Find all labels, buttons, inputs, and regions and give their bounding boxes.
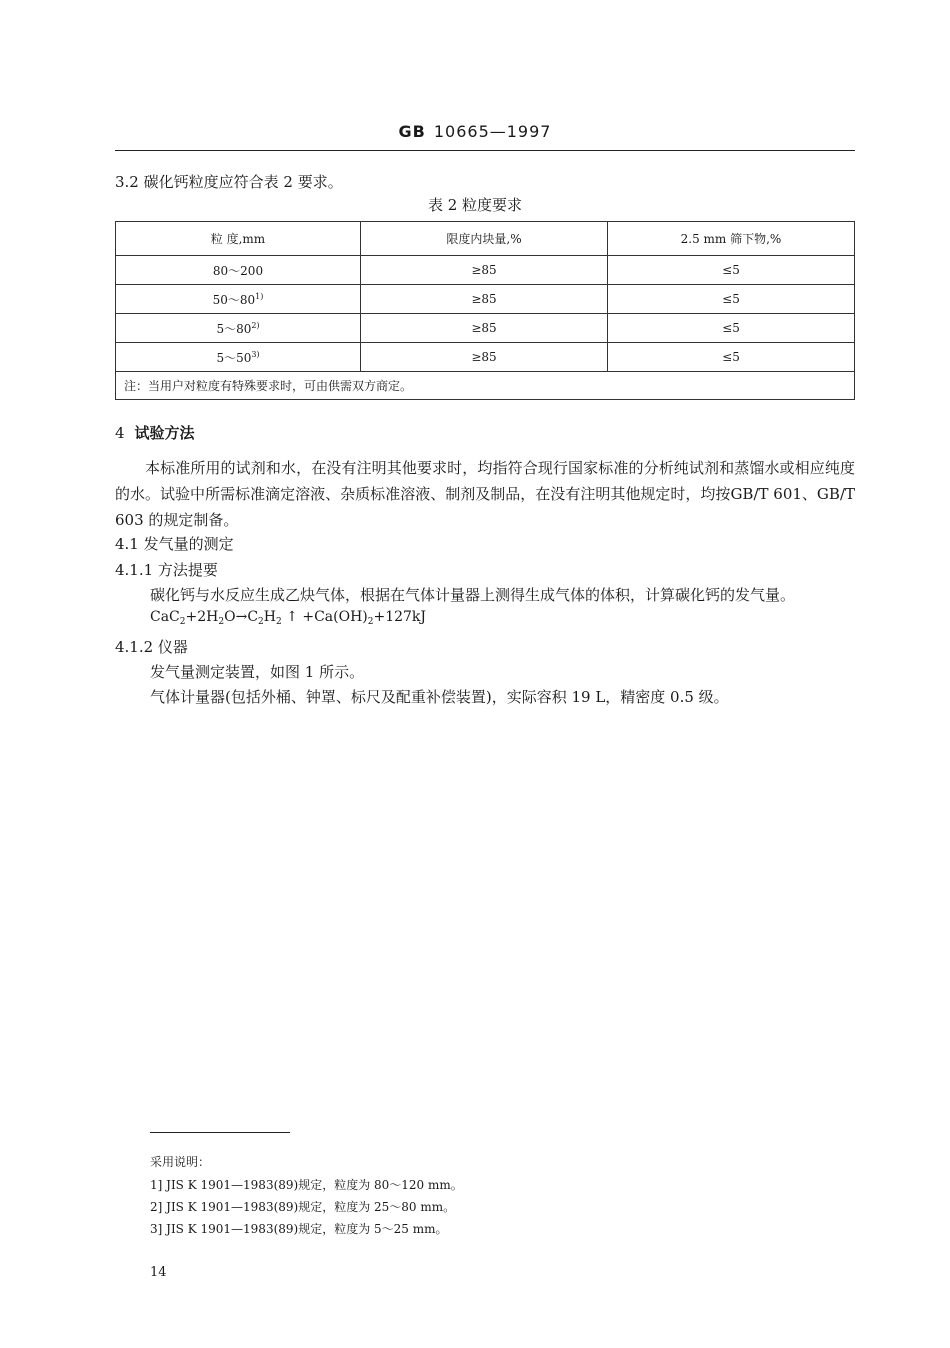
size-value: 50～80 (212, 292, 256, 307)
cell-within: ≥85 (361, 285, 608, 314)
size-value: 5～50 (216, 350, 252, 365)
size-value: 80～200 (212, 263, 264, 278)
apparatus-line-2: 气体计量器(包括外桶、钟罩、标尺及配重补偿装置)，实际容积 19 L，精密度 0.5 级。 (150, 688, 729, 706)
eq-part: +2H (185, 609, 219, 625)
cell-size (116, 285, 361, 314)
cell-size (116, 314, 361, 343)
cell-under: ≤5 (608, 256, 855, 285)
eq-subscript: 2 (258, 617, 264, 627)
section-3-2: 3.2 碳化钙粒度应符合表 2 要求。 (115, 173, 343, 191)
eq-subscript: 2 (275, 617, 282, 627)
section-4-title: 试验方法 (134, 424, 195, 442)
eq-part: H (263, 609, 276, 625)
method-summary: 碳化钙与水反应生成乙炔气体，根据在气体计量器上测得生成气体的体积，计算碳化钙的发气量。 (150, 586, 796, 604)
cell-within: ≥85 (361, 343, 608, 372)
col-header-size: 粒 度,mm (116, 222, 361, 256)
table-row (116, 343, 855, 372)
reaction-equation (150, 609, 426, 627)
table-row (116, 285, 855, 314)
table-header-row (116, 222, 855, 256)
eq-subscript: 2 (367, 617, 374, 627)
header-rule (115, 150, 855, 151)
footnote-item: 1] JIS K 1901—1983(89)规定，粒度为 80～120 mm。 (150, 1178, 463, 1192)
table-row (116, 256, 855, 285)
table-caption: 表 2 粒度要求 (427, 196, 523, 214)
footnote-item: 3] JIS K 1901—1983(89)规定，粒度为 5～25 mm。 (150, 1222, 448, 1236)
cell-size (116, 256, 361, 285)
cell-within: ≥85 (361, 314, 608, 343)
eq-part: +127kJ (373, 609, 427, 625)
table-row (116, 314, 855, 343)
section-4-1-2: 4.1.2 仪器 (115, 638, 188, 656)
cell-under: ≤5 (608, 343, 855, 372)
cell-within: ≥85 (361, 256, 608, 285)
cell-under: ≤5 (608, 285, 855, 314)
size-table (115, 221, 855, 400)
intro-text: 本标准所用的试剂和水，在没有注明其他要求时，均指符合现行国家标准的分析纯试剂和蒸馏水或相应纯度的水。试验中所需标准滴定溶液、杂质标准溶液、制剂及制品，在没有注明其他规定时，均按GB/T 601、GB/T 603 的规定制备。 (115, 459, 855, 529)
size-value: 5～80 (216, 321, 252, 336)
section-4-heading (115, 422, 195, 443)
cell-size (116, 343, 361, 372)
section-4-number: 4 (115, 424, 125, 442)
footnote-rule (150, 1132, 290, 1133)
col-header-under: 2.5 mm 筛下物,% (608, 222, 855, 256)
header-number: 10665—1997 (433, 122, 552, 141)
footnote-ref: 1) (255, 291, 264, 301)
eq-part: ↑ +Ca(OH) (281, 609, 368, 625)
page-number: 14 (150, 1265, 167, 1280)
footnote-title: 采用说明： (150, 1155, 211, 1169)
cell-under: ≤5 (608, 314, 855, 343)
eq-subscript: 2 (218, 617, 225, 627)
eq-part: O→C (224, 609, 259, 625)
eq-part: CaC (150, 609, 180, 625)
col-header-within: 限度内块量,% (361, 222, 608, 256)
footnote-ref: 2) (251, 320, 260, 330)
section-4-1-1: 4.1.1 方法提要 (115, 561, 218, 579)
section-4-1: 4.1 发气量的测定 (115, 535, 234, 553)
footnote-item: 2] JIS K 1901—1983(89)规定，粒度为 25～80 mm。 (150, 1200, 456, 1214)
intro-paragraph (115, 455, 855, 533)
table-note-row (116, 372, 855, 400)
apparatus-line-1: 发气量测定装置，如图 1 所示。 (150, 663, 365, 681)
footnote-ref: 3) (251, 349, 260, 359)
header-prefix: GB (398, 122, 426, 141)
table-note: 注：当用户对粒度有特殊要求时，可由供需双方商定。 (116, 372, 855, 400)
page-header (0, 122, 950, 141)
eq-subscript: 2 (179, 617, 186, 627)
